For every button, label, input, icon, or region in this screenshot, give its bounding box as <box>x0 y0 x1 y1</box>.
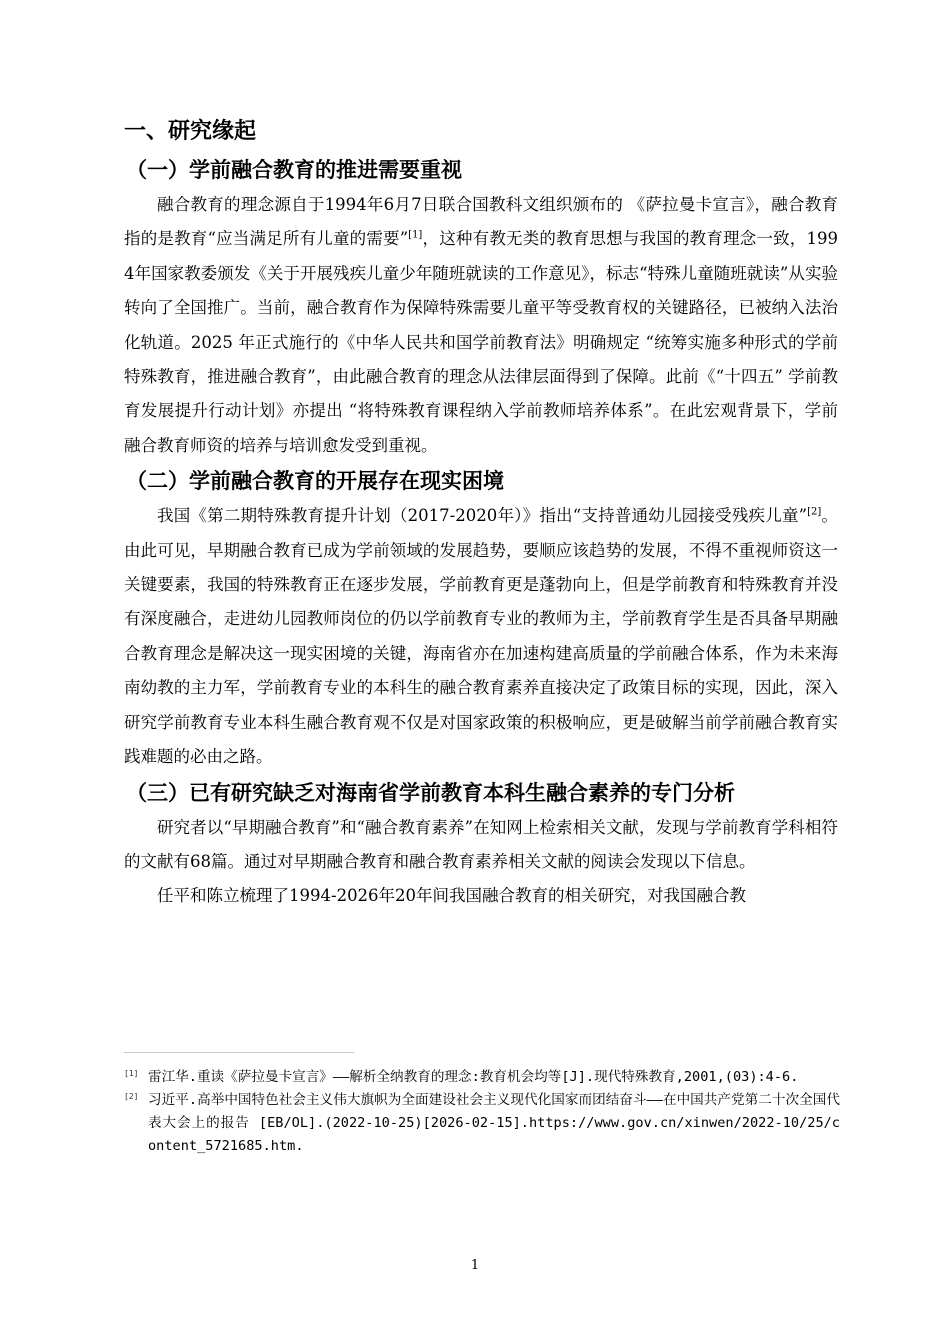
subsection-title-3: （三）已有研究缺乏对海南省学前教育本科生融合素养的专门分析 <box>126 780 735 805</box>
paragraph-2 <box>124 499 838 774</box>
subsection-title-1: （一）学前融合教育的推进需要重视 <box>126 158 462 182</box>
footnote-text-2: 习近平.高举中国特色社会主义伟大旗帜为全面建设社会主义现代化国家而团结奋斗——在中国共产党第二十次全国代表大会上的报告 [EB/OL].(2022-10-25)[2026-02-15].https://www.gov.cn/xinwen/2022-10/25/content_5721685.htm. <box>148 1092 840 1154</box>
footnote-ref-1[interactable]: [1] <box>408 229 423 241</box>
paragraph-2-text-b: 。由此可见，早期融合教育已成为学前领域的发展趋势，要顺应该趋势的发展，不得不重视师资这一关键要素，我国的特殊教育正在逐步发展，学前教育更是蓬勃向上，但是学前教育和特殊教育并没有深度融合，走进幼儿园教师岗位的仍以学前教育专业的教师为主，学前教育学生是否具备早期融合教育理念是解决这一现实困境的关键，海南省亦在加速构建高质量的学前融合体系，作为未来海南幼教的主力军，学前教育专业的本科生的融合教育素养直接决定了政策目标的实现，因此，深入研究学前教育专业本科生融合教育观不仅是对国家政策的积极响应，更是破解当前学前融合教育实践难题的必由之路。 <box>124 506 838 767</box>
footnote-2 <box>124 1089 840 1158</box>
page-number: 1 <box>470 1258 480 1273</box>
document-page <box>124 112 838 914</box>
paragraph-3: 研究者以“早期融合教育”和“融合教育素养”在知网上检索相关文献，发现与学前教育学科相符的文献有68篇。通过对早期融合教育和融合教育素养相关文献的阅读会发现以下信息。 <box>124 817 838 871</box>
paragraph-2-text-a: 我国《第二期特殊教育提升计划（2017-2020年）》指出“支持普通幼儿园接受残疾儿童” <box>157 506 808 526</box>
footnote-1 <box>124 1066 840 1089</box>
section-title: 一、研究缘起 <box>124 119 257 144</box>
paragraph-1-text-b: ，这种有教无类的教育思想与我国的教育理念一致，1994年国家教委颁发《关于开展残疾儿童少年随班就读的工作意见》，标志“特殊儿童随班就读”从实验转向了全国推广。当前，融合教育作为保障特殊需要儿童平等受教育权的关键路径，已被纳入法治化轨道。2025 年正式施行的《中华人民共和国学前教育法》明确规定 “统筹实施多种形式的学前特殊教育，推进融合教育”，由此融合教育的理念从法律层面得到了保障。此前《“十四五” 学前教育发展提升行动计划》亦提出 “将特殊教育课程纳入学前教师培养体系”。在此宏观背景下，学前融合教育师资的培养与培训愈发受到重视。 <box>124 229 838 455</box>
footnotes <box>124 1066 840 1158</box>
footnote-separator <box>124 1052 354 1053</box>
paragraph-1 <box>124 188 838 463</box>
footnote-mark-2: [2] <box>124 1092 139 1101</box>
paragraph-4: 任平和陈立梳理了1994-2026年20年间我国融合教育的相关研究，对我国融合教 <box>157 886 747 906</box>
footnote-text-1: 雷江华.重读《萨拉曼卡宣言》——解析全纳教育的理念:教育机会均等[J].现代特殊教育,2001,(03):4-6. <box>148 1069 799 1085</box>
footnote-mark-1: [1] <box>124 1069 139 1078</box>
paragraph-1-text-a: 融合教育的理念源自于1994年6月7日联合国教科文组织颁布的 《萨拉曼卡宣言》，融合教育指的是教育“应当满足所有儿童的需要” <box>124 195 838 249</box>
footnote-ref-2[interactable]: [2] <box>807 506 822 518</box>
subsection-title-2: （二）学前融合教育的开展存在现实困境 <box>126 469 504 494</box>
